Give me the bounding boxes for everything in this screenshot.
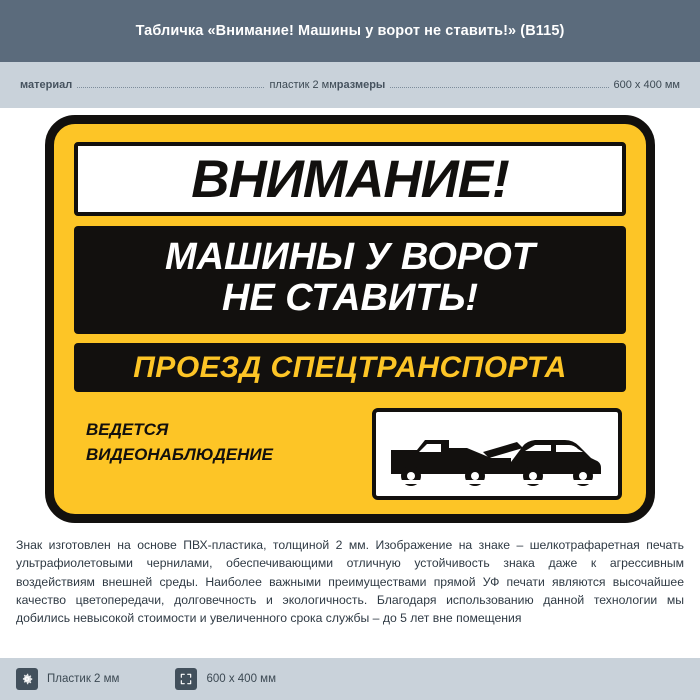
footer-material [16, 668, 119, 690]
tow-truck-pictogram-box [372, 408, 622, 500]
warning-sign [45, 115, 655, 523]
spec-bar [0, 62, 700, 108]
dot-leader [77, 87, 264, 88]
footer-size-value: 600 x 400 мм [206, 673, 276, 685]
sign-bottom-row [74, 392, 626, 500]
spec-size-label: размеры [336, 79, 386, 91]
product-description: Знак изготовлен на основе ПВХ-пластика, толщиной 2 мм. Изображение на знаке – шелкотрафаретная печать ультрафиолетовыми чернилами, обеспечивающими отличную устойчивость знака даже к агрессивным воздействиям внешней среды. Наиболее важными преимуществами прямой УФ печати являются высочайшее качество цветопередачи, долговечность и экологичность. Благодаря использованию данной технологии мы добились невысокой стоимости и увеличенного срока службы – до 5 лет вне помещения [16, 538, 684, 626]
spec-material [20, 79, 337, 91]
footer-size [175, 668, 276, 690]
page-title: Табличка «Внимание! Машины у ворот не ставить!» (В115) [135, 23, 565, 39]
main-message-line-2: НЕ СТАВИТЬ! [221, 277, 479, 320]
page-footer [0, 658, 700, 700]
spec-material-value: пластик 2 мм [269, 79, 337, 91]
main-message-line-1: МАШИНЫ У ВОРОТ [164, 236, 536, 279]
video-line-1: ВЕДЕТСЯ [86, 420, 169, 439]
gear-icon [16, 668, 38, 690]
video-surveillance-text [74, 408, 273, 467]
sign-preview-area [0, 108, 700, 530]
resize-arrows-icon [175, 668, 197, 690]
main-message-band [74, 226, 626, 334]
tow-truck-icon [383, 418, 611, 490]
video-line-2: ВИДЕОНАБЛЮДЕНИЕ [86, 444, 273, 464]
footer-material-value: Пластик 2 мм [47, 673, 120, 685]
page-header [0, 0, 700, 62]
attention-text: ВНИМАНИЕ! [191, 149, 509, 209]
spec-size [337, 79, 680, 91]
spec-size-value: 600 x 400 мм [613, 79, 680, 91]
subtitle-text: ПРОЕЗД СПЕЦТРАНСПОРТА [133, 350, 567, 384]
spec-material-label: материал [20, 79, 73, 91]
dot-leader [390, 87, 608, 88]
attention-band [74, 142, 626, 216]
subtitle-band [74, 343, 626, 392]
